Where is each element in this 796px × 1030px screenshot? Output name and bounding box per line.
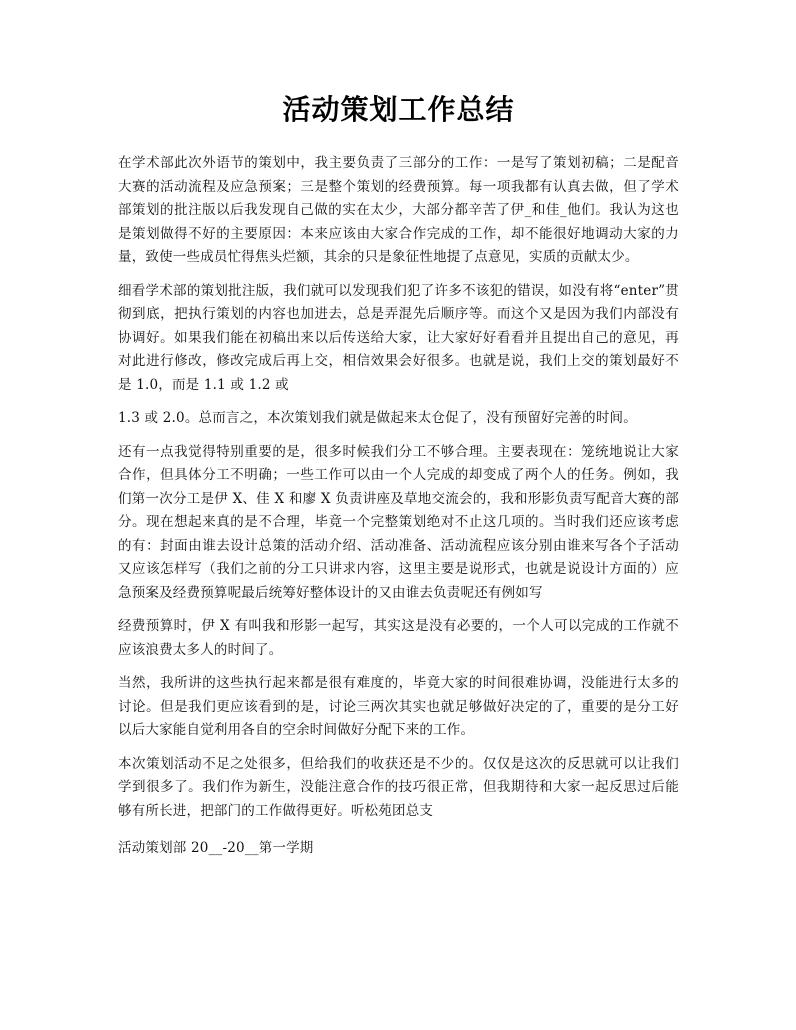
paragraph-7: 本次策划活动不足之处很多，但给我们的收获还是不少的。仅仅是这次的反思就可以让我们学到很多了。我们作为新生，没能注意合作的技巧很正常，但我期待和大家一起反思过后能够有所长进，把部门的工作做得更好。听松苑团总支 — [118, 755, 679, 819]
paragraph-5: 经费预算时，伊 X 有叫我和形影一起写，其实这是没有必要的，一个人可以完成的工作就不应该浪费太多人的时间了。 — [118, 618, 679, 658]
document-title: 活动策划工作总结 — [282, 93, 515, 126]
paragraph-1: 在学术部此次外语节的策划中，我主要负责了三部分的工作：一是写了策划初稿；二是配音大赛的活动流程及应急预案；三是整个策划的经费预算。每一项我都有认真去做，但了学术部策划的批注版以后我发现自己做的实在太少，大部分都辛苦了伊_和佳_他们。我认为这也是策划做得不好的主要原因：本来应该由大家合作完成的工作，却不能很好地调动大家的力量，致使一些成员忙得焦头烂额，其余的只是象征性地提了点意见，实质的贡献太少。 — [118, 155, 679, 265]
paragraph-6: 当然，我所讲的这些执行起来都是很有难度的，毕竟大家的时间很难协调，没能进行太多的讨论。但是我们更应该看到的是，讨论三两次其实也就足够做好决定的了，重要的是分工好以后大家能自觉利用各自的空余时间做好分配下来的工作。 — [118, 675, 679, 738]
paragraph-2: 细看学术部的策划批注版，我们就可以发现我们犯了许多不该犯的错误，如没有将“enter”贯彻到底，把执行策划的内容也加进去，总是弄混先后顺序等。而这个又是因为我们内部没有协调好。如果我们能在初稿出来以后传送给大家，让大家好好看看并且提出自己的意见，再对此进行修改，修改完成后再上交，相信效果会好很多。也就是说，我们上交的策划最好不是 1.0，而是 1.1 或 1.2 或 — [118, 282, 679, 393]
paragraph-4: 还有一点我觉得特别重要的是，很多时候我们分工不够合理。主要表现在：笼统地说让大家合作，但具体分工不明确；一些工作可以由一个人完成的却变成了两个人的任务。例如，我们第一次分工是伊 X、佳 X 和廖 X 负责讲座及草地交流会的，我和形影负责写配音大赛的部分。现在想起来真的是不合理，毕竟一个完整策划绝对不止这几项的。当时我们还应该考虑的有：封面由谁去设计总策的活动介绍、活动准备、活动流程应该分别由谁来写各个子活动又应该怎样写（我们之前的分工只讲求内容，这里主要是说形式，也就是说设计方面的）应急预案及经费预算呢最后统筹好整体设计的又由谁去负责呢还有例如写 — [118, 443, 679, 601]
signature-line: 活动策划部 20__-20__第一学期 — [118, 840, 314, 856]
paragraph-3: 1.3 或 2.0。总而言之，本次策划我们就是做起来太仓促了，没有预留好完善的时间。 — [118, 410, 637, 426]
